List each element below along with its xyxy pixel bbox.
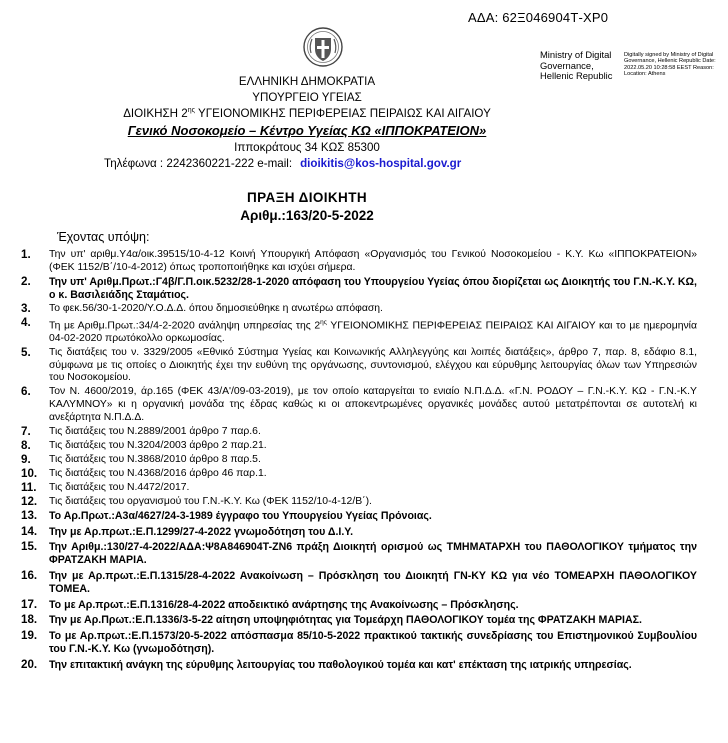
- list-item: 3. Το φεκ.56/30-1-2020/Υ.Ο.Δ.Δ. όπου δημοσιεύθηκε η ανωτέρω απόφαση.: [21, 301, 383, 315]
- header-administration: ΔΙΟΙΚΗΣΗ $2^{\eta\varsigma}$ ΥΓΕΙΟΝΟΜΙΚΗΣ ΠΕΡΙΦΕΡΕΙΑΣ ΠΕΙΡΑΙΩΣ ΚΑΙ ΑΙΓΑΙΟΥ: [123, 107, 491, 120]
- list-item: 6. Τον Ν. 4600/2019, άρ.165 (ΦΕΚ 43/Α'/09-03-2019), με τον οποίο καταργείται το ενιαίο Ν.Π.Δ.Δ. «Γ.Ν. ΡΟΔΟΥ – Γ.Ν.-Κ.Υ. ΚΩ - Γ.Ν.-Κ.Υ ΚΑΛΥΜΝΟΥ» κι η οργανική μονάδα της έδρας καθώς κι οι αποκεντρωμένες οργανικές μονάδες αυτού μετατρέπονται σε αυτοτελή κι ανεξάρτητα Ν.Π.Δ.Δ.: [21, 385, 697, 423]
- list-item: 5. Τις διατάξεις του ν. 3329/2005 «Εθνικό Σύστημα Υγείας και Κοινωνικής Αλληλεγγύης και λοιπές διατάξεις», άρθρο 7, παρ. 8, εδάφιο 8.1, σύμφωνα με τις οποίες ο Διοικητής έχει την ευθύνη της οργάνωσης, συντονισμού, ελέγχου και εύρυθμης λειτουργίας όλων των Υπηρεσιών του Νοσοκομείου.: [21, 345, 697, 384]
- header-phone: Τηλέφωνα : 2242360221-222 e-mail:: [104, 157, 293, 170]
- header-contact: [104, 157, 461, 170]
- header-address: Ιπποκράτους 34 ΚΩΣ 85300: [234, 141, 380, 154]
- list-item: 10. Τις διατάξεις του Ν.4368/2016 άρθρο 46 παρ.1.: [21, 466, 267, 480]
- list-item: 4. Τη με Αριθμ.Πρωτ.:34/4-2-2020 ανάληψη υπηρεσίας της $2^{\eta\varsigma}$ ΥΓΕΙΟΝΟΜΙΚΗΣ ΠΕΡΙΦΕΡΕΙΑΣ ΠΕΙΡΑΙΩΣ ΚΑΙ ΑΙΓΑΙΟΥ και το με ημερομηνία 04-02-2020 πρωτόκολλο ορκωμοσίας.: [21, 315, 697, 344]
- list-item: 12. Τις διατάξεις του οργανισμού του Γ.Ν.-Κ.Υ. Κω (ΦΕΚ 1152/10-4-12/Β΄).: [21, 494, 372, 508]
- signature-org: Ministry of Digital Governance, Hellenic Republic: [540, 49, 613, 82]
- signature-details: Digitally signed by Ministry of Digital Governance, Hellenic Republic Date: 2022.05.20 10:28:58 EEST Reason: Location: Athens: [624, 52, 716, 77]
- list-item: 20. Την επιτακτική ανάγκη της εύρυθμης λειτουργίας του παθολογικού τομέα και κατ' επέκταση της ιατρικής υπηρεσίας.: [21, 657, 632, 671]
- list-item: 16. Την με Αρ.πρωτ.:Ε.Π.1315/28-4-2022 Ανακοίνωση – Πρόσκληση του Διοικητή ΓΝ-ΚΥ ΚΩ για νέο ΤΟΜΕΑΡΧΗ ΠΑΘΟΛΟΓΙΚΟΥ ΤΟΜΕΑ.: [21, 569, 697, 595]
- considering-label: Έχοντας υπόψη:: [57, 230, 150, 244]
- ada-code: ΑΔΑ: 62Ξ046904Τ-ΧΡ0: [468, 10, 609, 25]
- list-item: 18. Την με Αρ.Πρωτ.:Ε.Π.1336/3-5-22 αίτηση υποψηφιότητας για Τομεάρχη ΠΑΘΟΛΟΓΙΚΟΥ τομέα της ΦΡΑΤΖΑΚΗ ΜΑΡΙΑΣ.: [21, 613, 642, 627]
- greek-emblem-icon: [302, 26, 344, 68]
- list-item: 1. Την υπ' αριθμ.Υ4α/οικ.39515/10-4-12 Κοινή Υπουργική Απόφαση «Οργανισμός του Γενικού Νοσοκομείου - Κ.Υ. Κω «ΙΠΠΟΚΡΑΤΕΙΟΝ» (ΦΕΚ 1152/Β΄/10-4-2012) όπως τροποποιήθηκε και ισχύει σήμερα.: [21, 248, 697, 273]
- list-item: 11. Τις διατάξεις του Ν.4472/2017.: [21, 480, 190, 494]
- list-item: 8. Τις διατάξεις του Ν.3204/2003 άρθρο 2 παρ.21.: [21, 438, 267, 452]
- list-item: 7. Τις διατάξεις του Ν.2889/2001 άρθρο 7 παρ.6.: [21, 424, 261, 438]
- header-country: ΕΛΛΗΝΙΚΗ ΔΗΜΟΚΡΑΤΙΑ: [238, 75, 376, 88]
- list-item: 9. Τις διατάξεις του Ν.3868/2010 άρθρο 8 παρ.5.: [21, 452, 261, 466]
- header-hospital: Γενικό Νοσοκομείο – Κέντρο Υγείας ΚΩ «ΙΠΠΟΚΡΑΤΕΙΟΝ»: [127, 123, 487, 138]
- list-item: 15. Την Αριθμ.:130/27-4-2022/ΑΔΑ:Ψ8Α846904Τ-ΖΝ6 πράξη Διοικητή ορισμού ως ΤΜΗΜΑΤΑΡΧΗ του ΠΑΘΟΛΟΓΙΚΟΥ τμήματος την ΦΡΑΤΖΑΚΗ ΜΑΡΙΑ.: [21, 540, 697, 567]
- list-item: 2. Την υπ' Αριθμ.Πρωτ.:Γ4β/Γ.Π.οικ.5232/28-1-2020 απόφαση του Υπουργείου Υγείας όπου διορίζεται ως Διοικητής του Γ.Ν.-Κ.Υ. ΚΩ, ο κ. Βασιλειάδης Σταμάτιος.: [21, 274, 697, 301]
- header-email-link[interactable]: dioikitis@kos-hospital.gov.gr: [300, 157, 462, 170]
- list-item: 14. Την με Αρ.πρωτ.:Ε.Π.1299/27-4-2022 γνωμοδότηση του Δ.Ι.Υ.: [21, 524, 354, 538]
- considerations-list: [21, 249, 697, 673]
- list-item: 19. Το με Αρ.πρωτ.:Ε.Π.1573/20-5-2022 απόσπασμα 85/10-5-2022 πρακτικού τακτικής συνεδρίασης του Επιστημονικού Συμβουλίου του Γ.Ν.-Κ.Υ. Κω (γνωμοδότηση).: [21, 629, 697, 656]
- act-number: Αριθμ.:163/20-5-2022: [240, 208, 374, 223]
- act-title: ΠΡΑΞΗ ΔΙΟΙΚΗΤΗ: [247, 190, 367, 205]
- header-ministry: ΥΠΟΥΡΓΕΙΟ ΥΓΕΙΑΣ: [252, 91, 362, 104]
- list-item: 17. Το με Αρ.πρωτ.:Ε.Π.1316/28-4-2022 αποδεικτικό ανάρτησης της Ανακοίνωσης – Πρόσκλησης.: [21, 597, 519, 611]
- list-item: 13. Το Αρ.Πρωτ.:Α3α/4627/24-3-1989 έγγραφο του Υπουργείου Υγείας Πρόνοιας.: [21, 508, 432, 522]
